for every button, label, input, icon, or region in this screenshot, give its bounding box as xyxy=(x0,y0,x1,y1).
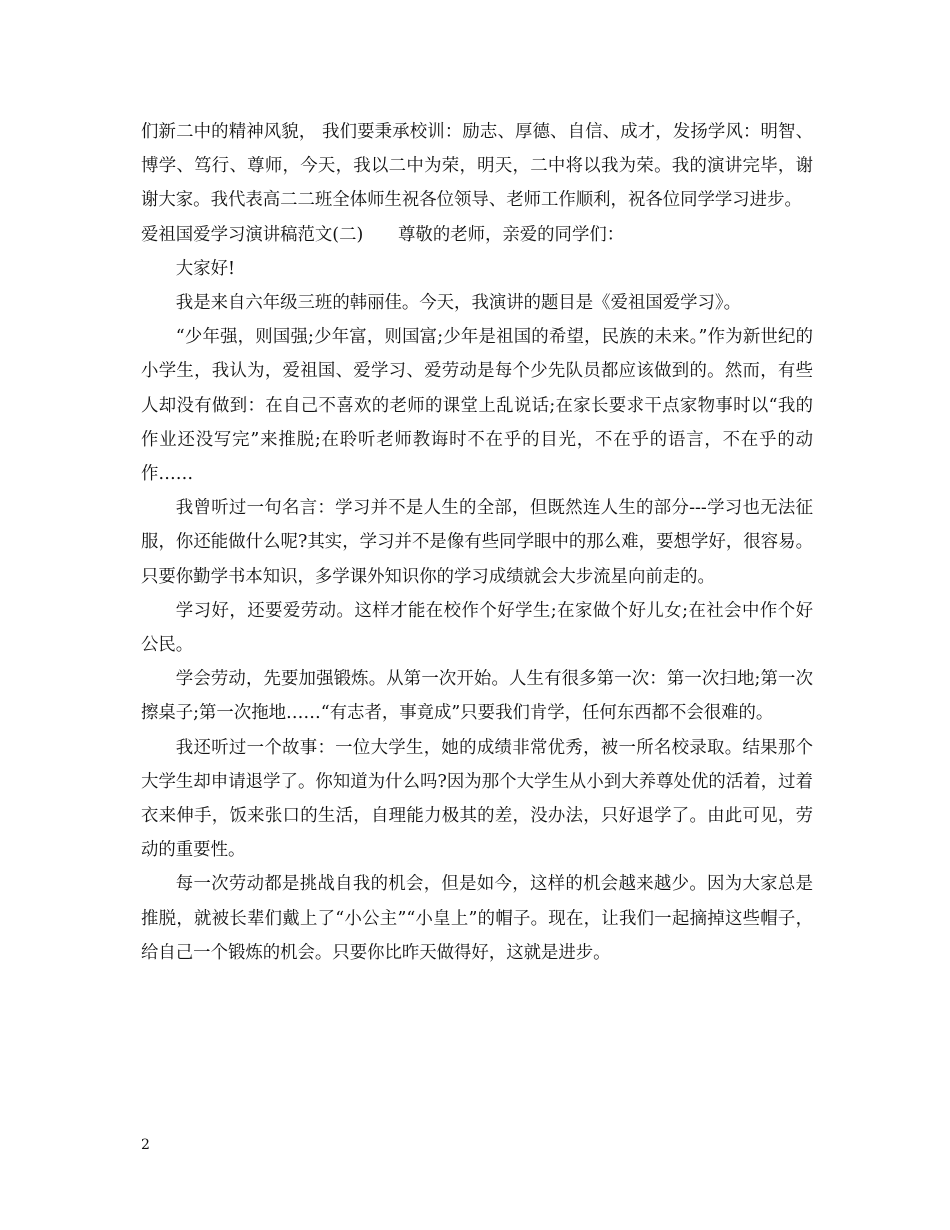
paragraph-10: 每一次劳动都是挑战自我的机会，但是如今，这样的机会越来越少。因为大家总是推脱，就被长辈们戴上了“小公主”“小皇上”的帽子。现在，让我们一起摘掉这些帽子，给自己一个锻炼的机会。只要你比昨天做得好，这就是进步。 xyxy=(141,874,813,963)
body-text xyxy=(141,115,813,970)
paragraph-1: 们新二中的精神风貌， 我们要秉承校训：励志、厚德、自信、成才，发扬学风：明智、博学、笃行、尊师，今天，我以二中为荣，明天，二中将以我为荣。我的演讲完毕，谢谢大家。我代表高二二班全体师生祝各位领导、老师工作顺利，祝各位同学学习进步。 xyxy=(141,122,813,211)
paragraph-9: 我还听过一个故事：一位大学生，她的成绩非常优秀，被一所名校录取。结果那个大学生却申请退学了。你知道为什么吗?因为那个大学生从小到大养尊处优的活着，过着衣来伸手，饭来张口的生活，自理能力极其的差，没办法，只好退学了。由此可见，劳动的重要性。 xyxy=(141,737,813,861)
paragraph-3: 大家好! xyxy=(175,258,235,279)
paragraph-8: 学会劳动，先要加强锻炼。从第一次开始。人生有很多第一次：第一次扫地;第一次擦桌子;第一次拖地……“有志者，事竟成”只要我们肯学，任何东西都不会很难的。 xyxy=(141,669,813,724)
paragraph-2-heading: 爱祖国爱学习演讲稿范文(二) 尊敬的老师，亲爱的同学们： xyxy=(141,224,625,245)
page-number: 2 xyxy=(141,1137,150,1153)
paragraph-6: 我曾听过一句名言：学习并不是人生的全部，但既然连人生的部分---学习也无法征服，你还能做什么呢?其实，学习并不是像有些同学眼中的那么难，要想学好，很容易。只要你勤学书本知识，多学课外知识你的学习成绩就会大步流星向前走的。 xyxy=(141,498,813,587)
paragraph-7: 学习好，还要爱劳动。这样才能在校作个好学生;在家做个好儿女;在社会中作个好公民。 xyxy=(141,600,813,656)
paragraph-5: “少年强，则国强;少年富，则国富;少年是祖国的希望，民族的未来。”作为新世纪的小学生，我认为，爱祖国、爱学习、爱劳动是每个少先队员都应该做到的。然而，有些人却没有做到：在自己不喜欢的老师的课堂上乱说话;在家长要求干点家物事时以“我的作业还没写完”来推脱;在聆听老师教诲时不在乎的目光，不在乎的语言，不在乎的动作…… xyxy=(141,327,813,485)
paragraph-4: 我是来自六年级三班的韩丽佳。今天，我演讲的题目是《爱祖国爱学习》。 xyxy=(175,293,741,314)
